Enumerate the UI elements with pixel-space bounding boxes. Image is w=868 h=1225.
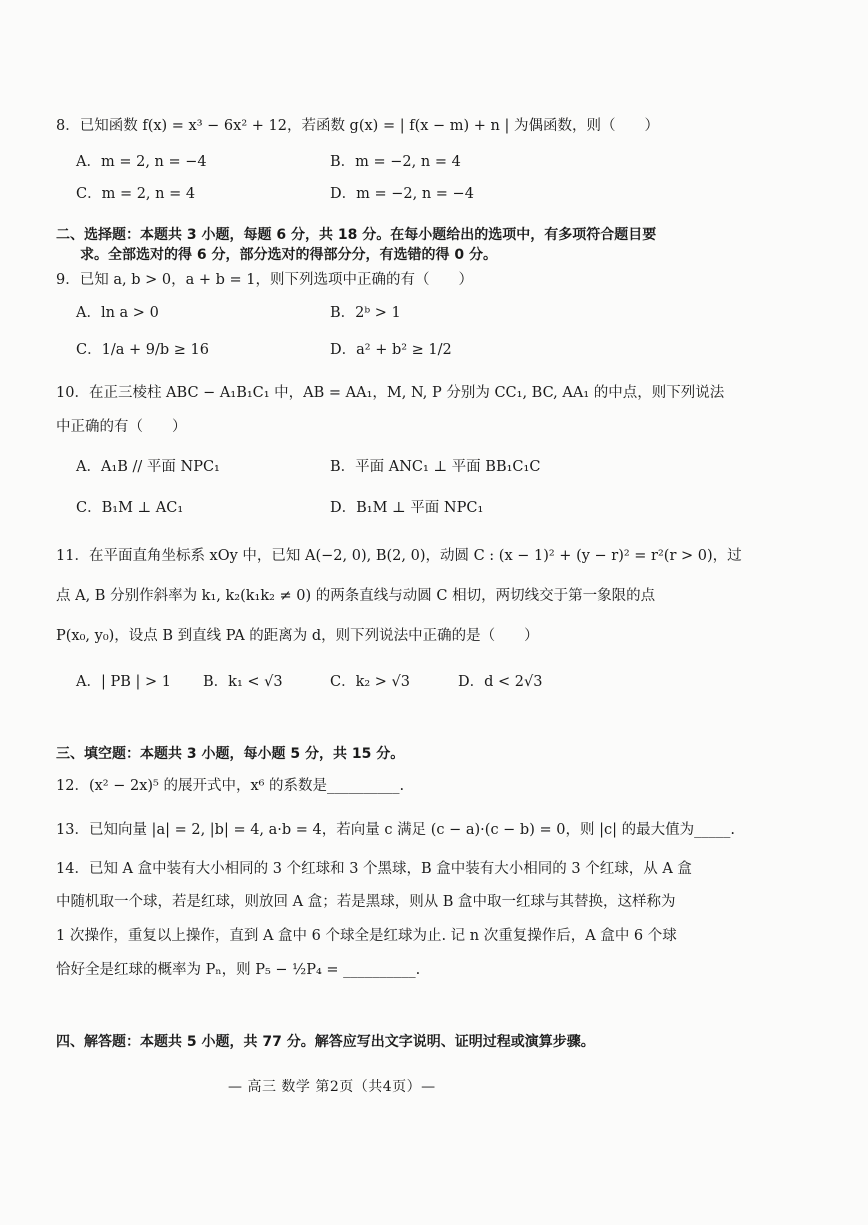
- q11-option-a: A．| PB | > 1: [76, 674, 171, 690]
- q11-option-b: B．k₁ < √3: [203, 674, 283, 690]
- section3-heading: 三、填空题：本题共 3 小题，每小题 5 分，共 15 分。: [56, 746, 405, 762]
- q8-option-c: C．m = 2, n = 4: [76, 186, 196, 202]
- q9-option-d: D．a² + b² ≥ 1/2: [330, 342, 452, 358]
- q9-option-b: B．2ᵇ > 1: [330, 305, 401, 321]
- q10-option-c: C．B₁M ⊥ AC₁: [76, 500, 184, 516]
- q9-stem: 9．已知 a, b > 0，a + b = 1，则下列选项中正确的有（ ）: [56, 272, 473, 288]
- q10-option-d: D．B₁M ⊥ 平面 NPC₁: [330, 500, 484, 516]
- q14-stem-line4: 恰好全是红球的概率为 Pₙ，则 P₅ − ½P₄ = __________.: [56, 962, 421, 978]
- q9-option-c: C．1/a + 9/b ≥ 16: [76, 342, 209, 358]
- q12-text: 12．(x² − 2x)⁵ 的展开式中，x⁶ 的系数是__________.: [56, 778, 405, 794]
- q8-stem: 8．已知函数 f(x) = x³ − 6x² + 12，若函数 g(x) = | f(x − m) + n | 为偶函数，则（ ）: [56, 118, 659, 134]
- q8-option-d: D．m = −2, n = −4: [330, 186, 474, 202]
- q14-stem-line2: 中随机取一个球，若是红球，则放回 A 盒；若是黑球，则从 B 盒中取一红球与其替换，这样称为: [56, 894, 676, 910]
- q11-option-d: D．d < 2√3: [458, 674, 543, 690]
- q9-option-a: A．ln a > 0: [76, 305, 159, 321]
- q11-option-c: C．k₂ > √3: [330, 674, 411, 690]
- section2-heading-line1: 二、选择题：本题共 3 小题，每题 6 分，共 18 分。在每小题给出的选项中，有多项符合题目要: [56, 227, 657, 243]
- q13-text: 13．已知向量 |a| = 2, |b| = 4, a·b = 4，若向量 c 满足 (c − a)·(c − b) = 0，则 |c| 的最大值为_____.: [56, 822, 735, 838]
- q8-option-b: B．m = −2, n = 4: [330, 154, 461, 170]
- q10-option-a: A．A₁B // 平面 NPC₁: [76, 459, 220, 475]
- q10-option-b: B．平面 ANC₁ ⊥ 平面 BB₁C₁C: [330, 459, 541, 475]
- q10-stem-line1: 10．在正三棱柱 ABC − A₁B₁C₁ 中，AB = AA₁，M, N, P 分别为 CC₁, BC, AA₁ 的中点，则下列说法: [56, 385, 725, 401]
- q11-stem-line2: 点 A, B 分别作斜率为 k₁, k₂(k₁k₂ ≠ 0) 的两条直线与动圆 C 相切，两切线交于第一象限的点: [56, 588, 656, 604]
- q11-stem-line3: P(x₀, y₀)，设点 B 到直线 PA 的距离为 d，则下列说法中正确的是（ ）: [56, 628, 539, 644]
- page-footer: — 高三 数学 第2页（共4页）—: [228, 1079, 436, 1095]
- section4-heading: 四、解答题：本题共 5 小题，共 77 分。解答应写出文字说明、证明过程或演算步骤。: [56, 1034, 595, 1050]
- q8-option-a: A．m = 2, n = −4: [76, 154, 207, 170]
- q11-stem-line1: 11．在平面直角坐标系 xOy 中，已知 A(−2, 0), B(2, 0)，动圆 C : (x − 1)² + (y − r)² = r²(r > 0)，过: [56, 548, 742, 564]
- q14-stem-line1: 14．已知 A 盒中装有大小相同的 3 个红球和 3 个黑球，B 盒中装有大小相同的 3 个红球，从 A 盒: [56, 861, 692, 877]
- q10-stem-line2: 中正确的有（ ）: [56, 419, 187, 435]
- section2-heading-line2: 求。全部选对的得 6 分，部分选对的得部分分，有选错的得 0 分。: [80, 247, 497, 263]
- q14-stem-line3: 1 次操作，重复以上操作，直到 A 盒中 6 个球全是红球为止. 记 n 次重复操作后，A 盒中 6 个球: [56, 928, 677, 944]
